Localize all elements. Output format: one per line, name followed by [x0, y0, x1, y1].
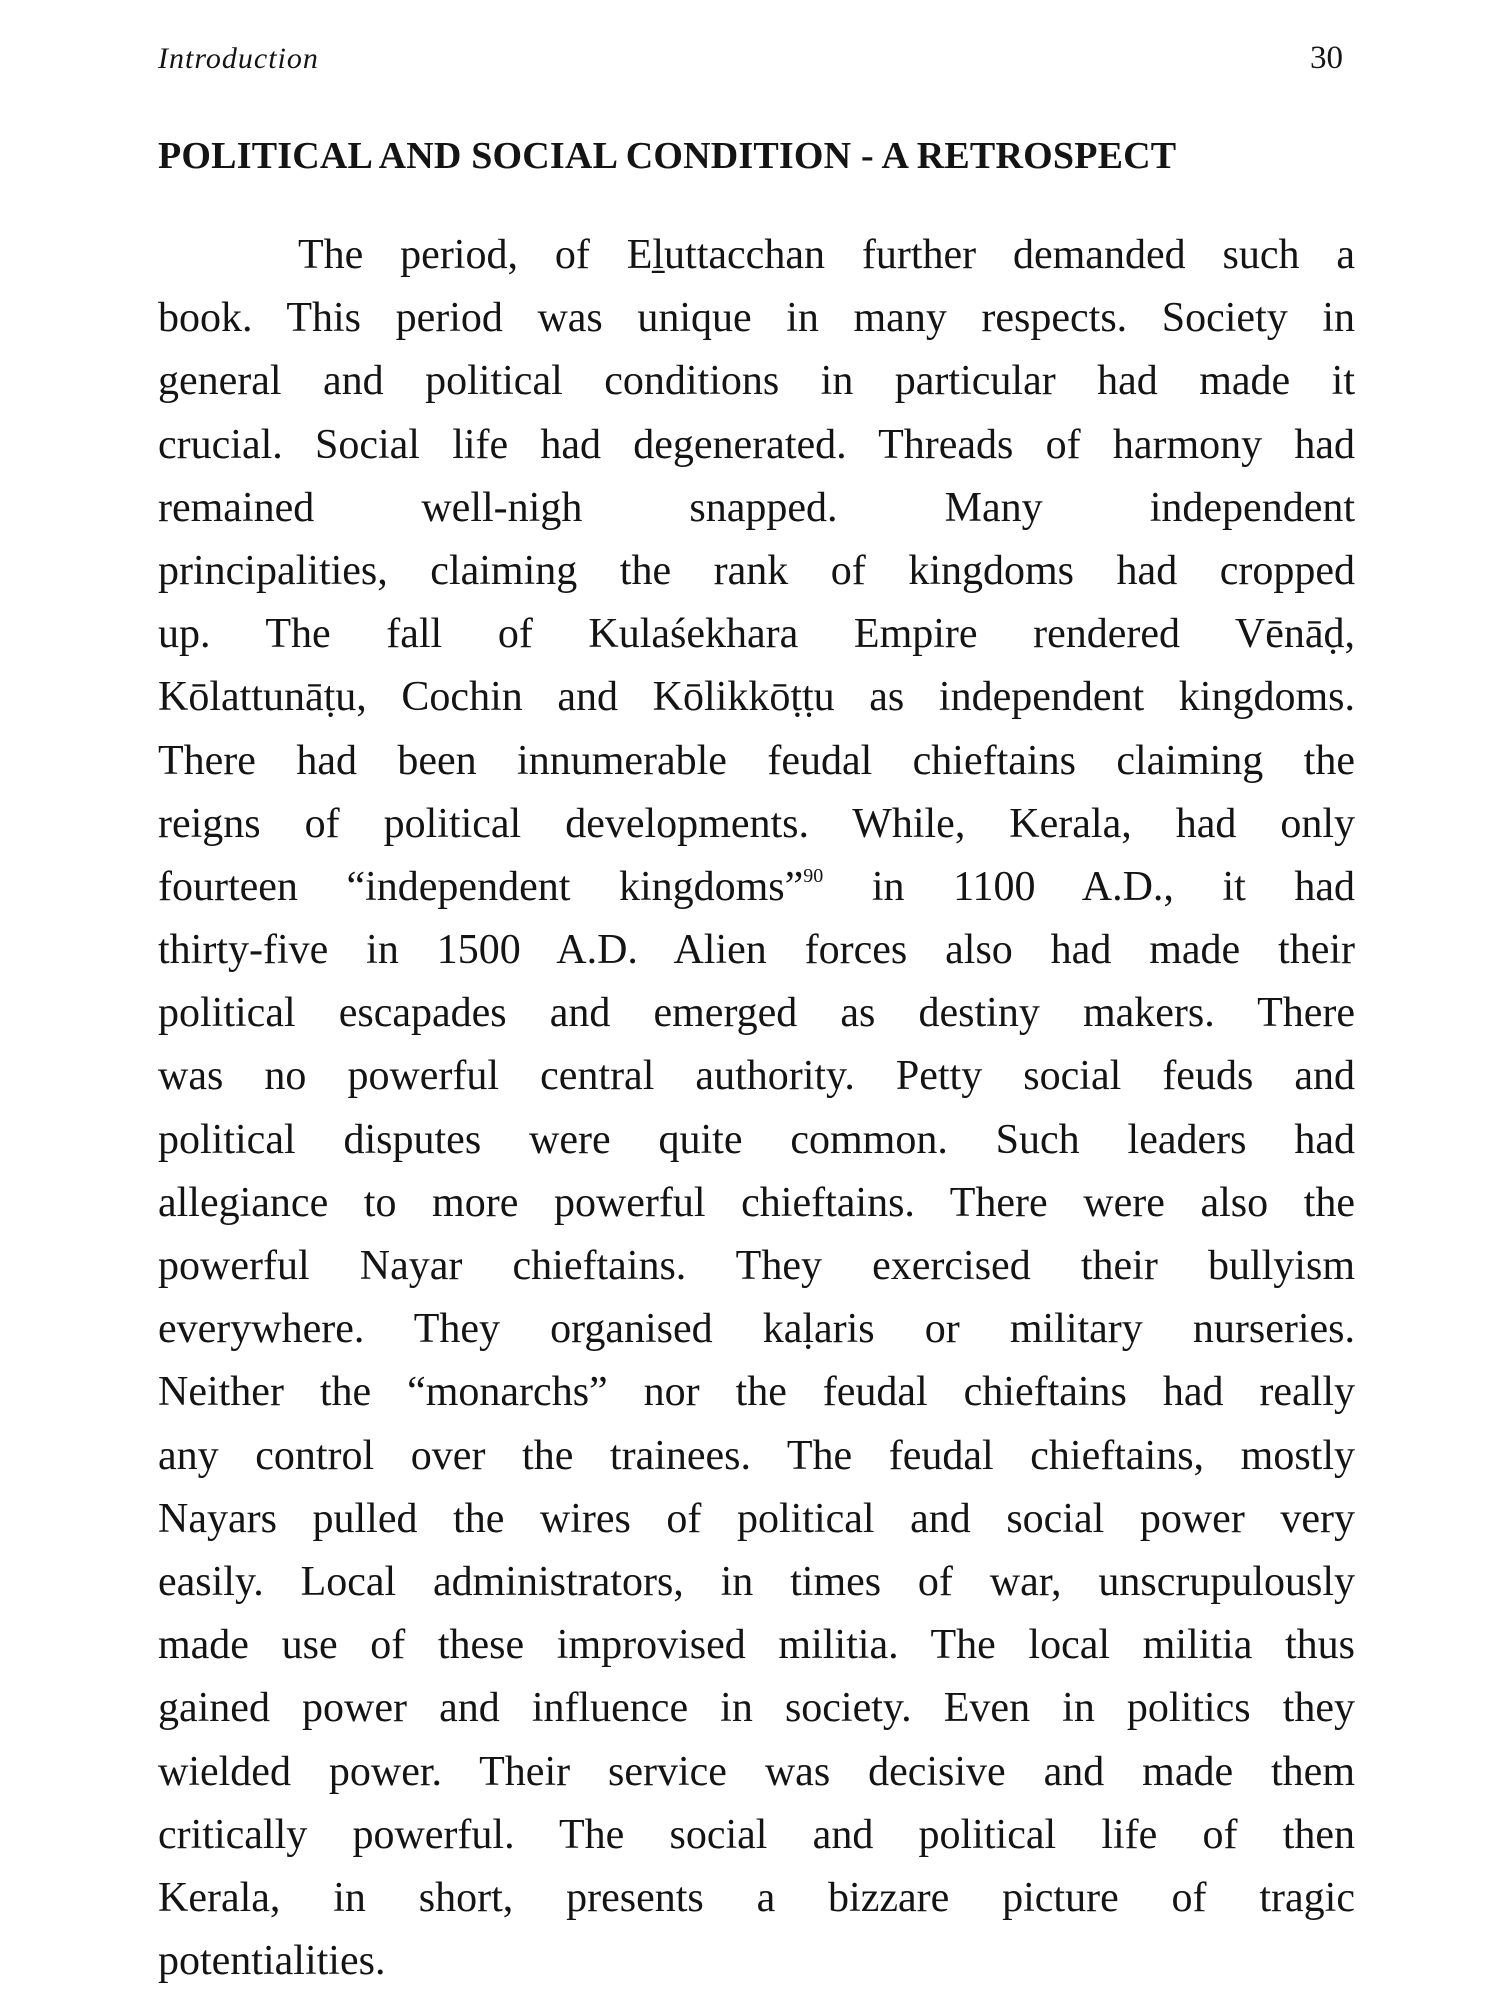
text-line: made use of these improvised militia. The local militia thus	[158, 1622, 1355, 1669]
text-line: political disputes were quite common. Such leaders had	[158, 1116, 1355, 1163]
document-page	[158, 0, 1355, 2000]
text-line: Neither the “monarchs” nor the feudal chieftains had really	[158, 1369, 1355, 1416]
text-line: Kerala, in short, presents a bizzare picture of tragic	[158, 1874, 1355, 1921]
page-number: 30	[1310, 40, 1343, 76]
text-line: There had been innumerable feudal chieftains claiming the	[158, 737, 1355, 784]
text-line: crucial. Social life had degenerated. Threads of harmony had	[158, 421, 1355, 468]
text-line: Kōlattunāṭu, Cochin and Kōlikkōṭṭu as independent kingdoms.	[158, 674, 1355, 721]
text-line: reigns of political developments. While, Kerala, had only	[158, 800, 1355, 847]
text-line-with-footnote	[158, 856, 1355, 919]
text-line: general and political conditions in particular had made it	[158, 358, 1355, 405]
body-paragraph	[158, 224, 1355, 1993]
text-line: The period, of Eḻuttacchan further demanded such a	[298, 232, 1355, 278]
text-line-part: fourteen “independent kingdoms”	[158, 863, 804, 910]
text-line: Nayars pulled the wires of political and social power very	[158, 1495, 1355, 1542]
text-line: powerful Nayar chieftains. They exercised their bullyism	[158, 1243, 1355, 1289]
text-line: wielded power. Their service was decisive and made them	[158, 1748, 1355, 1795]
text-line: critically powerful. The social and political life of then	[158, 1811, 1355, 1858]
text-line: remained well-nigh snapped. Many independent	[158, 484, 1355, 531]
text-line: everywhere. They organised kaḷaris or military nurseries.	[158, 1306, 1355, 1353]
text-line: principalities, claiming the rank of kingdoms had cropped	[158, 547, 1355, 594]
text-line: gained power and influence in society. Even in politics they	[158, 1685, 1355, 1732]
text-line: political escapades and emerged as destiny makers. There	[158, 990, 1355, 1037]
text-line: thirty-five in 1500 A.D. Alien forces also had made their	[158, 927, 1355, 974]
text-line: book. This period was unique in many respects. Society in	[158, 295, 1355, 342]
footnote-reference[interactable]: 90	[803, 864, 824, 887]
text-line: potentialities.	[158, 1938, 386, 1985]
text-line: any control over the trainees. The feudal chieftains, mostly	[158, 1432, 1355, 1479]
text-line: allegiance to more powerful chieftains. There were also the	[158, 1179, 1355, 1226]
text-line: was no powerful central authority. Petty social feuds and	[158, 1053, 1355, 1100]
section-heading: POLITICAL AND SOCIAL CONDITION - A RETROSPECT	[158, 135, 1177, 177]
text-line: easily. Local administrators, in times of war, unscrupulously	[158, 1558, 1355, 1605]
text-line: up. The fall of Kulaśekhara Empire rendered Vēnāḍ,	[158, 611, 1355, 658]
running-title: Introduction	[158, 42, 319, 75]
running-head	[158, 42, 1355, 86]
text-line-part: in 1100 A.D., it had	[823, 863, 1356, 910]
